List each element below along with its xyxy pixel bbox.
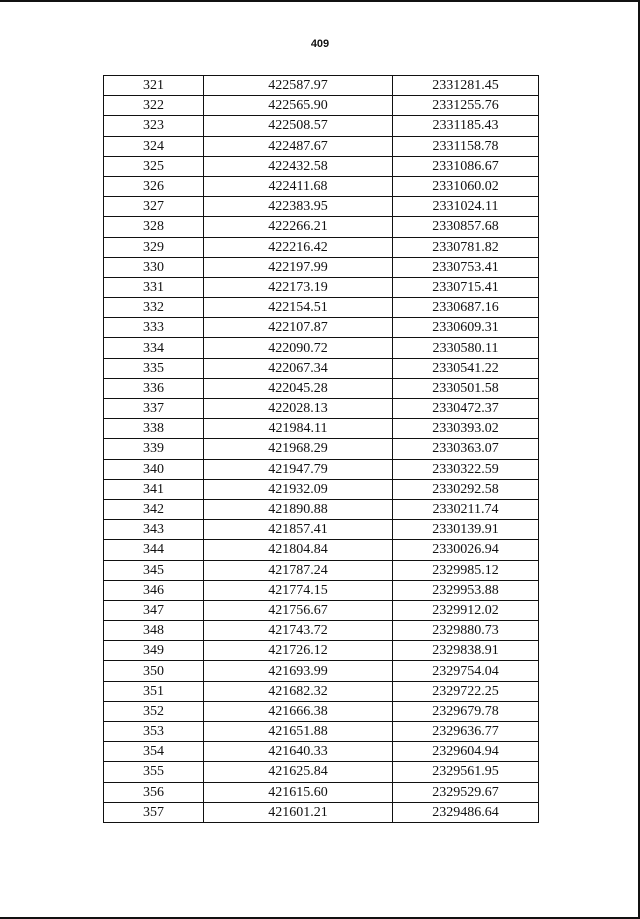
table-row (104, 540, 539, 560)
point-id-cell: 357 (104, 802, 204, 822)
y-coordinate-cell: 2330322.59 (393, 459, 539, 479)
x-coordinate-cell: 421682.32 (204, 681, 393, 701)
point-id-cell: 327 (104, 197, 204, 217)
table-row (104, 419, 539, 439)
x-coordinate-cell: 421932.09 (204, 479, 393, 499)
table-row (104, 782, 539, 802)
y-coordinate-cell: 2330687.16 (393, 298, 539, 318)
coordinates-table-body (104, 76, 539, 823)
x-coordinate-cell: 422090.72 (204, 338, 393, 358)
point-id-cell: 332 (104, 298, 204, 318)
table-row (104, 722, 539, 742)
y-coordinate-cell: 2329679.78 (393, 701, 539, 721)
y-coordinate-cell: 2331060.02 (393, 176, 539, 196)
table-row (104, 378, 539, 398)
y-coordinate-cell: 2330753.41 (393, 257, 539, 277)
table-row (104, 701, 539, 721)
x-coordinate-cell: 421947.79 (204, 459, 393, 479)
y-coordinate-cell: 2329838.91 (393, 641, 539, 661)
x-coordinate-cell: 422107.87 (204, 318, 393, 338)
y-coordinate-cell: 2330139.91 (393, 520, 539, 540)
y-coordinate-cell: 2331158.78 (393, 136, 539, 156)
y-coordinate-cell: 2330393.02 (393, 419, 539, 439)
point-id-cell: 336 (104, 378, 204, 398)
point-id-cell: 325 (104, 156, 204, 176)
point-id-cell: 331 (104, 277, 204, 297)
y-coordinate-cell: 2329636.77 (393, 722, 539, 742)
y-coordinate-cell: 2329880.73 (393, 621, 539, 641)
table-row (104, 237, 539, 257)
point-id-cell: 347 (104, 600, 204, 620)
table-row (104, 176, 539, 196)
table-row (104, 661, 539, 681)
x-coordinate-cell: 422173.19 (204, 277, 393, 297)
table-row (104, 399, 539, 419)
y-coordinate-cell: 2330501.58 (393, 378, 539, 398)
table-row (104, 217, 539, 237)
x-coordinate-cell: 421804.84 (204, 540, 393, 560)
x-coordinate-cell: 422565.90 (204, 96, 393, 116)
table-row (104, 560, 539, 580)
point-id-cell: 326 (104, 176, 204, 196)
point-id-cell: 329 (104, 237, 204, 257)
point-id-cell: 353 (104, 722, 204, 742)
y-coordinate-cell: 2330781.82 (393, 237, 539, 257)
point-id-cell: 323 (104, 116, 204, 136)
table-row (104, 520, 539, 540)
point-id-cell: 355 (104, 762, 204, 782)
point-id-cell: 333 (104, 318, 204, 338)
y-coordinate-cell: 2329953.88 (393, 580, 539, 600)
x-coordinate-cell: 421787.24 (204, 560, 393, 580)
y-coordinate-cell: 2331185.43 (393, 116, 539, 136)
table-row (104, 479, 539, 499)
point-id-cell: 328 (104, 217, 204, 237)
y-coordinate-cell: 2331024.11 (393, 197, 539, 217)
point-id-cell: 350 (104, 661, 204, 681)
table-row (104, 439, 539, 459)
point-id-cell: 324 (104, 136, 204, 156)
x-coordinate-cell: 421625.84 (204, 762, 393, 782)
page-number: 409 (310, 38, 330, 50)
y-coordinate-cell: 2329754.04 (393, 661, 539, 681)
y-coordinate-cell: 2330472.37 (393, 399, 539, 419)
y-coordinate-cell: 2330026.94 (393, 540, 539, 560)
x-coordinate-cell: 422587.97 (204, 76, 393, 96)
point-id-cell: 337 (104, 399, 204, 419)
table-row (104, 318, 539, 338)
y-coordinate-cell: 2331255.76 (393, 96, 539, 116)
table-row (104, 76, 539, 96)
point-id-cell: 354 (104, 742, 204, 762)
point-id-cell: 341 (104, 479, 204, 499)
y-coordinate-cell: 2329486.64 (393, 802, 539, 822)
page-edge-top (0, 0, 640, 2)
y-coordinate-cell: 2329561.95 (393, 762, 539, 782)
y-coordinate-cell: 2331281.45 (393, 76, 539, 96)
x-coordinate-cell: 422067.34 (204, 358, 393, 378)
x-coordinate-cell: 421693.99 (204, 661, 393, 681)
table-row (104, 459, 539, 479)
x-coordinate-cell: 421601.21 (204, 802, 393, 822)
y-coordinate-cell: 2330363.07 (393, 439, 539, 459)
point-id-cell: 352 (104, 701, 204, 721)
x-coordinate-cell: 421774.15 (204, 580, 393, 600)
y-coordinate-cell: 2330857.68 (393, 217, 539, 237)
y-coordinate-cell: 2330715.41 (393, 277, 539, 297)
table-row (104, 338, 539, 358)
table-row (104, 116, 539, 136)
x-coordinate-cell: 422383.95 (204, 197, 393, 217)
x-coordinate-cell: 421615.60 (204, 782, 393, 802)
x-coordinate-cell: 421984.11 (204, 419, 393, 439)
x-coordinate-cell: 421756.67 (204, 600, 393, 620)
point-id-cell: 346 (104, 580, 204, 600)
x-coordinate-cell: 422154.51 (204, 298, 393, 318)
y-coordinate-cell: 2331086.67 (393, 156, 539, 176)
point-id-cell: 356 (104, 782, 204, 802)
x-coordinate-cell: 422411.68 (204, 176, 393, 196)
table-row (104, 257, 539, 277)
x-coordinate-cell: 421857.41 (204, 520, 393, 540)
y-coordinate-cell: 2330292.58 (393, 479, 539, 499)
x-coordinate-cell: 422045.28 (204, 378, 393, 398)
point-id-cell: 342 (104, 499, 204, 519)
x-coordinate-cell: 421666.38 (204, 701, 393, 721)
point-id-cell: 321 (104, 76, 204, 96)
x-coordinate-cell: 422487.67 (204, 136, 393, 156)
table-row (104, 499, 539, 519)
y-coordinate-cell: 2329912.02 (393, 600, 539, 620)
point-id-cell: 338 (104, 419, 204, 439)
point-id-cell: 343 (104, 520, 204, 540)
y-coordinate-cell: 2330541.22 (393, 358, 539, 378)
table-row (104, 96, 539, 116)
point-id-cell: 339 (104, 439, 204, 459)
x-coordinate-cell: 422432.58 (204, 156, 393, 176)
y-coordinate-cell: 2329529.67 (393, 782, 539, 802)
table-row (104, 277, 539, 297)
table-row (104, 802, 539, 822)
x-coordinate-cell: 421640.33 (204, 742, 393, 762)
table-row (104, 621, 539, 641)
coordinates-table (103, 75, 539, 823)
table-row (104, 641, 539, 661)
y-coordinate-cell: 2330580.11 (393, 338, 539, 358)
point-id-cell: 335 (104, 358, 204, 378)
table-row (104, 600, 539, 620)
point-id-cell: 334 (104, 338, 204, 358)
point-id-cell: 348 (104, 621, 204, 641)
table-row (104, 156, 539, 176)
x-coordinate-cell: 421743.72 (204, 621, 393, 641)
x-coordinate-cell: 421726.12 (204, 641, 393, 661)
x-coordinate-cell: 422508.57 (204, 116, 393, 136)
table-row (104, 762, 539, 782)
table-row (104, 681, 539, 701)
point-id-cell: 340 (104, 459, 204, 479)
point-id-cell: 345 (104, 560, 204, 580)
y-coordinate-cell: 2330211.74 (393, 499, 539, 519)
x-coordinate-cell: 421651.88 (204, 722, 393, 742)
point-id-cell: 351 (104, 681, 204, 701)
table-row (104, 136, 539, 156)
y-coordinate-cell: 2330609.31 (393, 318, 539, 338)
x-coordinate-cell: 422216.42 (204, 237, 393, 257)
x-coordinate-cell: 421968.29 (204, 439, 393, 459)
point-id-cell: 330 (104, 257, 204, 277)
point-id-cell: 322 (104, 96, 204, 116)
y-coordinate-cell: 2329722.25 (393, 681, 539, 701)
point-id-cell: 344 (104, 540, 204, 560)
x-coordinate-cell: 422028.13 (204, 399, 393, 419)
x-coordinate-cell: 422266.21 (204, 217, 393, 237)
table-row (104, 580, 539, 600)
table-row (104, 197, 539, 217)
y-coordinate-cell: 2329985.12 (393, 560, 539, 580)
table-row (104, 298, 539, 318)
y-coordinate-cell: 2329604.94 (393, 742, 539, 762)
x-coordinate-cell: 421890.88 (204, 499, 393, 519)
x-coordinate-cell: 422197.99 (204, 257, 393, 277)
table-row (104, 358, 539, 378)
table-row (104, 742, 539, 762)
point-id-cell: 349 (104, 641, 204, 661)
